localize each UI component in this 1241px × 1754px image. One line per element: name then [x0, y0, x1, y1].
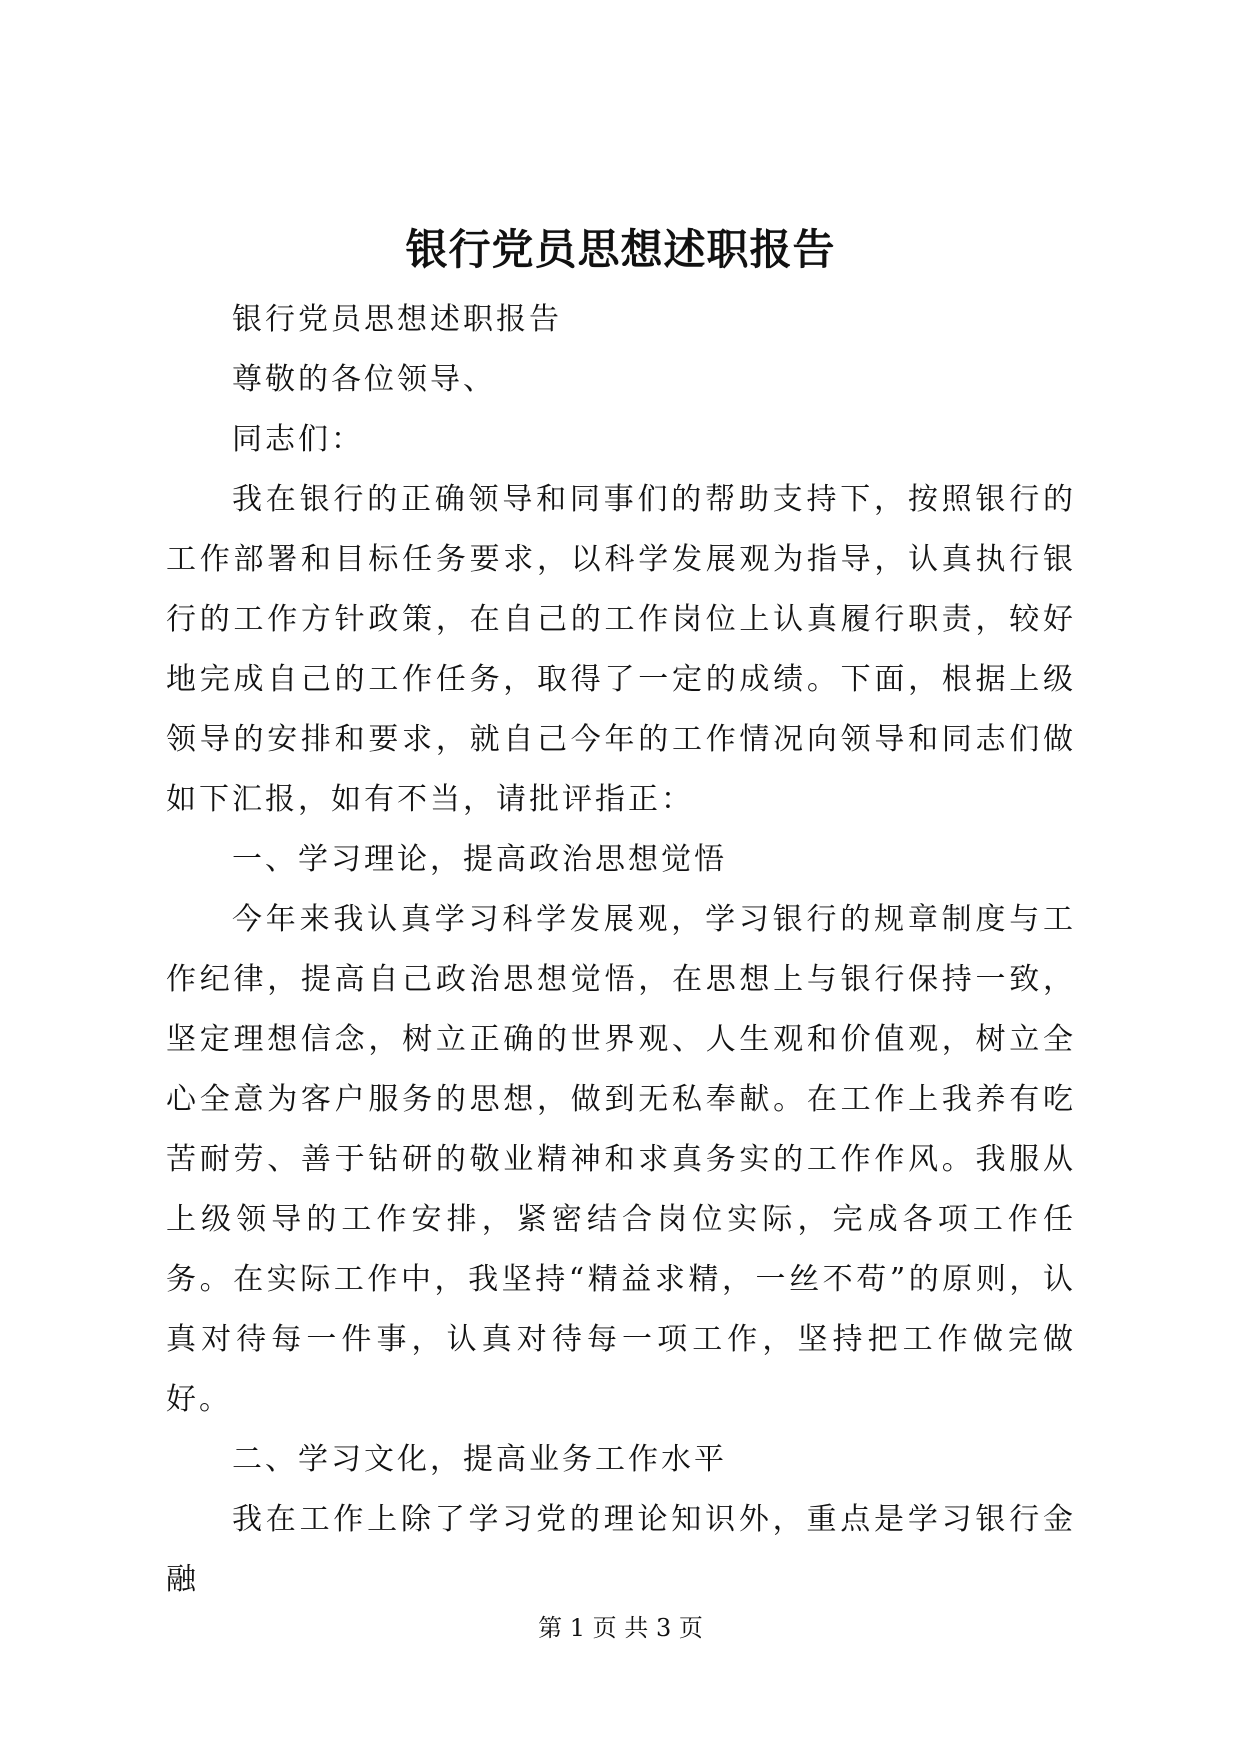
document-body — [166, 290, 1076, 1610]
paragraph-salutation-1: 尊敬的各位领导、 — [232, 362, 496, 397]
paragraph-section-1: 今年来我认真学习科学发展观，学习银行的规章制度与工作纪律，提高自己政治思想觉悟，在思想上与银行保持一致，坚定理想信念，树立正确的世界观、人生观和价值观，树立全心全意为客户服务的思想，做到无私奉献。在工作上我养有吃苦耐劳、善于钻研的敬业精神和求真务实的工作作风。我服从上级领导的工作安排，紧密结合岗位实际，完成各项工作任务。在实际工作中，我坚持“精益求精，一丝不苟”的原则，认真对待每一件事，认真对待每一项工作，坚持把工作做完做好。 — [166, 902, 1076, 1417]
page-footer — [0, 1612, 1241, 1644]
page-number: 第 1 页 共 3 页 — [538, 1614, 703, 1642]
paragraph-subtitle: 银行党员思想述职报告 — [232, 302, 562, 337]
document-title: 银行党员思想述职报告 — [405, 225, 836, 274]
paragraph-salutation-2: 同志们： — [232, 422, 364, 457]
paragraph-intro: 我在银行的正确领导和同事们的帮助支持下，按照银行的工作部署和目标任务要求，以科学发展观为指导，认真执行银行的工作方针政策，在自己的工作岗位上认真履行职责，较好地完成自己的工作任务，取得了一定的成绩。下面，根据上级领导的安排和要求，就自己今年的工作情况向领导和同志们做如下汇报，如有不当，请批评指正： — [166, 482, 1076, 817]
section-heading-1: 一、学习理论，提高政治思想觉悟 — [232, 842, 727, 877]
section-heading-2: 二、学习文化，提高业务工作水平 — [232, 1442, 727, 1477]
paragraph-section-2: 我在工作上除了学习党的理论知识外，重点是学习银行金融 — [166, 1502, 1076, 1597]
